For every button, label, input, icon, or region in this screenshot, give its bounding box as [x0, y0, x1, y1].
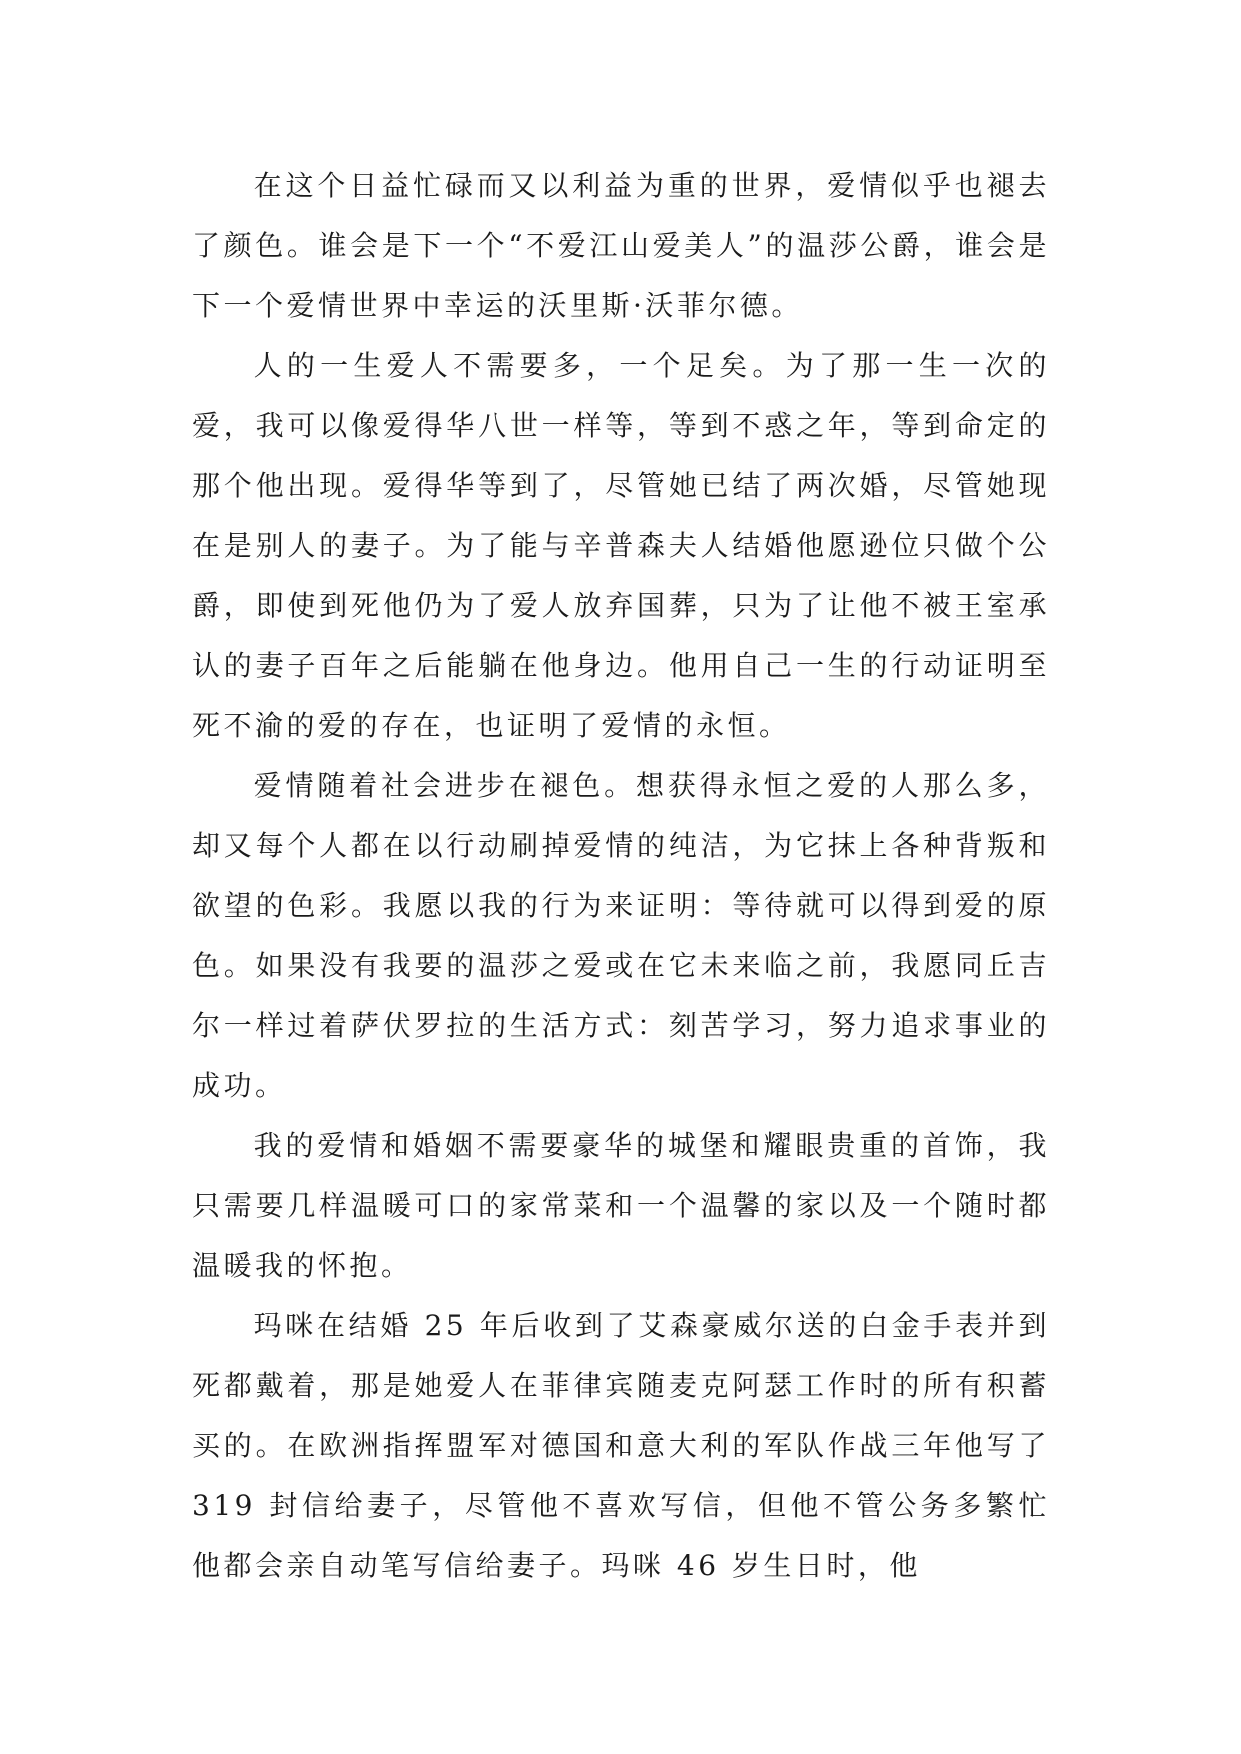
paragraph-1: 在这个日益忙碌而又以利益为重的世界，爱情似乎也褪去了颜色。谁会是下一个“不爱江山爱美人”的温莎公爵，谁会是下一个爱情世界中幸运的沃里斯·沃菲尔德。	[192, 169, 1050, 322]
paragraph-4: 我的爱情和婚姻不需要豪华的城堡和耀眼贵重的首饰，我只需要几样温暖可口的家常菜和一个温馨的家以及一个随时都温暖我的怀抱。	[192, 1129, 1050, 1282]
paragraph-2: 人的一生爱人不需要多，一个足矣。为了那一生一次的爱，我可以像爱得华八世一样等，等到不惑之年，等到命定的那个他出现。爱得华等到了，尽管她已结了两次婚，尽管她现在是别人的妻子。为了能与辛普森夫人结婚他愿逊位只做个公爵，即使到死他仍为了爱人放弃国葬，只为了让他不被王室承认的妻子百年之后能躺在他身边。他用自己一生的行动证明至死不渝的爱的存在，也证明了爱情的永恒。	[192, 349, 1050, 742]
paragraph-5: 玛咪在结婚 25 年后收到了艾森豪威尔送的白金手表并到死都戴着，那是她爱人在菲律宾随麦克阿瑟工作时的所有积蓄买的。在欧洲指挥盟军对德国和意大利的军队作战三年他写了 319 封信给妻子，尽管他不喜欢写信，但他不管公务多繁忙他都会亲自动笔写信给妻子。玛咪 46 岁生日时，他	[192, 1309, 1050, 1582]
document-body	[192, 156, 1050, 1596]
paragraph-3: 爱情随着社会进步在褪色。想获得永恒之爱的人那么多，却又每个人都在以行动刷掉爱情的纯洁，为它抹上各种背叛和欲望的色彩。我愿以我的行为来证明：等待就可以得到爱的原色。如果没有我要的温莎之爱或在它未来临之前，我愿同丘吉尔一样过着萨伏罗拉的生活方式：刻苦学习，努力追求事业的成功。	[192, 769, 1050, 1102]
